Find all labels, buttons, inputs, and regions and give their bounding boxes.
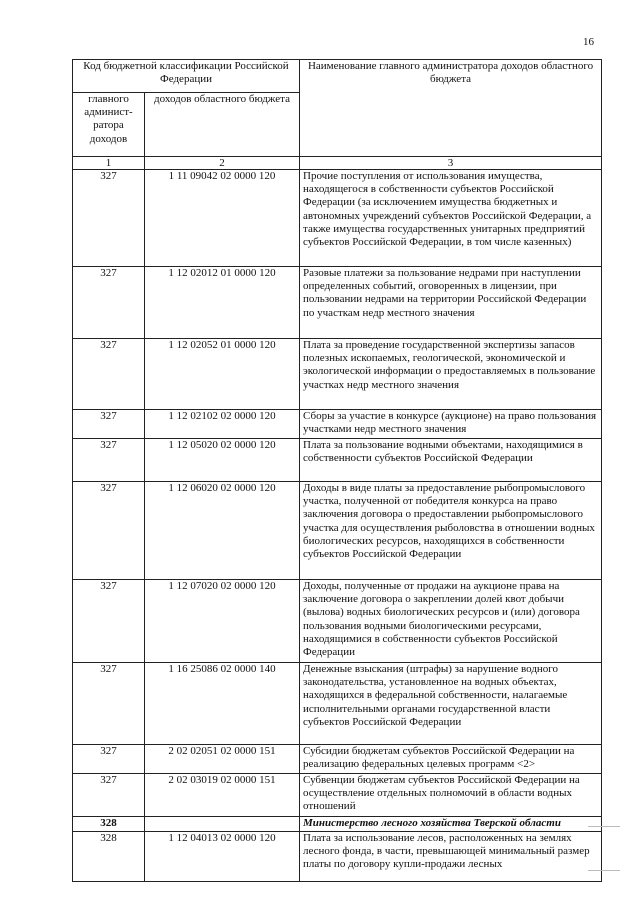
admin-code-cell: 327: [73, 339, 145, 410]
admin-code-cell: 328: [73, 817, 145, 832]
revenue-name-cell: Разовые платежи за пользование недрами при наступлении определенных событий, оговоренных в лицензии, при пользовании недрами на территории Российской Федерации по участкам недр местного значения: [300, 267, 602, 339]
header-admin-column: главного админист-ратора доходов: [73, 93, 145, 157]
revenue-code-cell: 1 12 02102 02 0000 120: [145, 410, 300, 439]
column-number-2: 2: [145, 157, 300, 170]
table-row: [73, 170, 602, 267]
revenue-name-cell: Прочие поступления от использования имущества, находящегося в собственности субъектов Российской Федерации (за исключением имущества бюджетных и автономных учреждений субъектов Российской Федерации, а также имущества государственных унитарных предприятий субъектов Российской Федерации, в том числе казенных): [300, 170, 602, 267]
table-row: [73, 267, 602, 339]
revenue-code-cell: 2 02 02051 02 0000 151: [145, 745, 300, 774]
table-row: [73, 817, 602, 832]
revenue-code-cell: 2 02 03019 02 0000 151: [145, 774, 300, 817]
revenue-code-cell: 1 11 09042 02 0000 120: [145, 170, 300, 267]
revenue-name-cell: Плата за проведение государственной экспертизы запасов полезных ископаемых, геологической, экономической и экологической информации о предоставляемых в пользование участках недр местного значения: [300, 339, 602, 410]
table-row: [73, 580, 602, 663]
revenue-name-cell: Субсидии бюджетам субъектов Российской Федерации на реализацию федеральных целевых программ <2>: [300, 745, 602, 774]
revenue-code-cell: 1 12 05020 02 0000 120: [145, 439, 300, 482]
revenue-name-cell: Субвенции бюджетам субъектов Российской Федерации на осуществление отдельных полномочий в области водных отношений: [300, 774, 602, 817]
admin-code-cell: 328: [73, 832, 145, 882]
header-budget-code-group: Код бюджетной классификации Российской Федерации: [73, 60, 300, 93]
revenue-name-cell: Доходы в виде платы за предоставление рыбопромыслового участка, полученной от победителя конкурса на право заключения договора о предоставлении рыбопромыслового участка для осуществления рыболовства в отношении водных биологических ресурсов, находящихся в собственности субъектов Российской Федерации: [300, 482, 602, 580]
admin-code-cell: 327: [73, 439, 145, 482]
table-row: [73, 774, 602, 817]
admin-code-cell: 327: [73, 170, 145, 267]
revenue-name-cell: Плата за пользование водными объектами, находящимися в собственности субъектов Российской Федерации: [300, 439, 602, 482]
admin-code-cell: 327: [73, 482, 145, 580]
page-number: 16: [583, 36, 594, 48]
table-row: [73, 663, 602, 745]
revenue-code-cell: 1 12 02052 01 0000 120: [145, 339, 300, 410]
header-name-column: Наименование главного администратора доходов областного бюджета: [300, 60, 602, 157]
revenue-code-cell: 1 12 06020 02 0000 120: [145, 482, 300, 580]
column-number-3: 3: [300, 157, 602, 170]
revenue-name-cell: Денежные взыскания (штрафы) за нарушение водного законодательства, установленное на водных объектах, находящихся в федеральной собственности, налагаемые исполнительными органами государственной власти субъектов Российской Федерации: [300, 663, 602, 745]
admin-code-cell: 327: [73, 267, 145, 339]
admin-code-cell: 327: [73, 745, 145, 774]
header-code-column: доходов областного бюджета: [145, 93, 300, 157]
revenue-code-cell: 1 12 07020 02 0000 120: [145, 580, 300, 663]
budget-classification-table: [72, 59, 602, 882]
admin-code-cell: 327: [73, 410, 145, 439]
table-row: [73, 439, 602, 482]
revenue-code-cell: [145, 817, 300, 832]
table-row: [73, 339, 602, 410]
table-row: [73, 410, 602, 439]
admin-code-cell: 327: [73, 663, 145, 745]
table-row: [73, 832, 602, 882]
table-row: [73, 482, 602, 580]
admin-code-cell: 327: [73, 774, 145, 817]
column-number-1: 1: [73, 157, 145, 170]
table-body: [73, 170, 602, 882]
revenue-name-cell: Доходы, полученные от продажи на аукционе права на заключение договора о закреплении долей квот добычи (вылова) водных биологических ресурсов и (или) договора пользования водными биологическими ресурсами, находящимися в собственности субъектов Российской Федерации: [300, 580, 602, 663]
margin-rule: [588, 870, 620, 871]
revenue-name-cell: Сборы за участие в конкурсе (аукционе) на право пользования участками недр местного значения: [300, 410, 602, 439]
revenue-code-cell: 1 16 25086 02 0000 140: [145, 663, 300, 745]
table-row: [73, 745, 602, 774]
revenue-code-cell: 1 12 04013 02 0000 120: [145, 832, 300, 882]
revenue-name-cell: Министерство лесного хозяйства Тверской области: [300, 817, 602, 832]
revenue-name-cell: Плата за использование лесов, расположенных на землях лесного фонда, в части, превышающей минимальный размер платы по договору купли-продажи лесных: [300, 832, 602, 882]
admin-code-cell: 327: [73, 580, 145, 663]
revenue-code-cell: 1 12 02012 01 0000 120: [145, 267, 300, 339]
margin-rule: [588, 826, 620, 827]
